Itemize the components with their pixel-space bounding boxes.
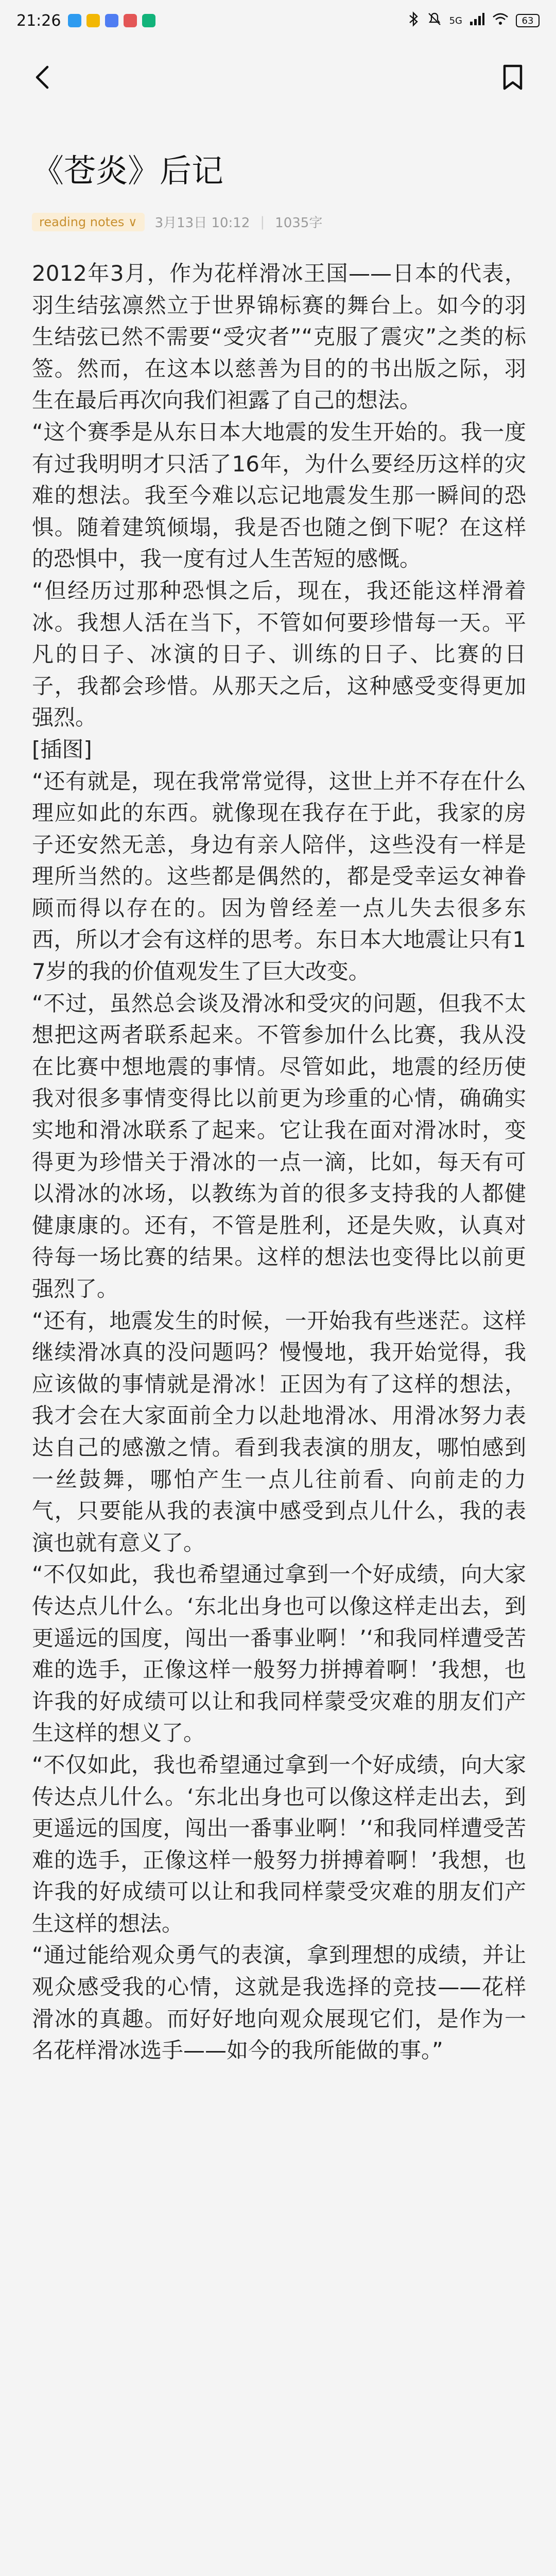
bookmark-button[interactable]: [498, 63, 527, 92]
paragraph: “不仅如此，我也希望通过拿到一个好成绩，向大家传达点儿什么。‘东北出身也可以像这样走出去，到更遥远的国度，闯出一番事业啊！’‘和我同样遭受苦难的选手，正像这样一般努力拼搏着啊！’我想，也许我的好成绩可以让和我同样蒙受灾难的朋友们产生这样的想法。: [32, 1752, 526, 1936]
app-notification-icon: [142, 14, 155, 27]
word-count: 1035字: [275, 215, 323, 231]
cell-signal-icon: [470, 12, 485, 29]
status-bar: [0, 0, 556, 41]
status-left: [16, 12, 155, 30]
meta-divider: |: [260, 214, 265, 230]
signal-text: 5G: [449, 15, 462, 26]
app-notification-icon: [124, 14, 137, 27]
status-right: [408, 11, 540, 30]
paragraph: “这个赛季是从东日本大地震的发生开始的。我一度有过我明明才只活了16年，为什么要经历这样的灾难的想法。我至今难以忘记地震发生那一瞬间的恐惧。随着建筑倾塌，我是否也随之倒下呢？在这样的恐惧中，我一度有过人生苦短的感慨。: [32, 419, 526, 572]
notebook-selector[interactable]: reading notes ∨: [32, 213, 145, 231]
article-content: [32, 258, 526, 2066]
back-button[interactable]: [29, 63, 58, 92]
paragraph: “还有，地震发生的时候，一开始我有些迷茫。这样继续滑冰真的没问题吗？慢慢地，我开始觉得，我应该做的事情就是滑冰！正因为有了这样的想法，我才会在大家面前全力以赴地滑冰、用滑冰努力表达自己的感激之情。看到我表演的朋友，哪怕感到一丝鼓舞，哪怕产生一点儿往前看、向前走的力气，只要能从我的表演中感受到点儿什么，我的表演也就有意义了。: [32, 1308, 526, 1555]
paragraph: “通过能给观众勇气的表演，拿到理想的成绩，并让观众感受我的心情，这就是我选择的竞技——花样滑冰的真趣。而好好地向观众展现它们，是作为一名花样滑冰选手——如今的我所能做的事。”: [32, 1942, 526, 2063]
notification-icons: [68, 14, 155, 27]
app-notification-icon: [86, 14, 100, 27]
status-time: 21:26: [16, 11, 61, 30]
bookmark-icon: [498, 63, 527, 92]
image-placeholder: [插图]: [32, 736, 92, 762]
chevron-left-icon: [29, 63, 58, 92]
paragraph: 2012年3月，作为花样滑冰王国——日本的代表，羽生结弦凛然立于世界锦标赛的舞台上。如今的羽生结弦已然不需要“受灾者”“克服了震灾”之类的标签。然而，在这本以慈善为目的的书出版之际，羽生在最后再次向我们袒露了自己的想法。: [32, 261, 526, 413]
nav-bar: [0, 52, 556, 103]
mute-icon: [427, 11, 442, 30]
article-date: 3月13日 10:12: [154, 215, 250, 231]
app-notification-icon: [105, 14, 118, 27]
battery-icon: 63: [516, 14, 540, 27]
app-notification-icon: [68, 14, 81, 27]
paragraph: “不过，虽然总会谈及滑冰和受灾的问题，但我不太想把这两者联系起来。不管参加什么比赛，我从没在比赛中想地震的事情。尽管如此，地震的经历使我对很多事情变得比以前更为珍重的心情，确确实实地和滑冰联系了起来。它让我在面对滑冰时，变得更为珍惜关于滑冰的一点一滴，比如，每天有可以滑冰的冰场，以教练为首的很多支持我的人都健健康康的。还有，不管是胜利，还是失败，认真对待每一场比赛的结果。这样的想法也变得比以前更强烈了。: [32, 990, 526, 1301]
paragraph: “但经历过那种恐惧之后，现在，我还能这样滑着冰。我想人活在当下，不管如何要珍惜每一天。平凡的日子、冰演的日子、训练的日子、比赛的日子，我都会珍惜。从那天之后，这种感受变得更加强烈。: [32, 578, 526, 731]
paragraph: “还有就是，现在我常常觉得，这世上并不存在什么理应如此的东西。就像现在我存在于此，我家的房子还安然无恙，身边有亲人陪伴，这些没有一样是理所当然的。这些都是偶然的，都是受幸运女神眷顾而得以存在的。因为曾经差一点儿失去很多东西，所以才会有这样的思考。东日本大地震让只有17岁的我的价值观发生了巨大改变。: [32, 768, 526, 985]
wifi-icon: [492, 12, 509, 29]
page-title: 《苍炎》后记: [32, 152, 224, 190]
bluetooth-icon: [408, 11, 420, 30]
paragraph: “不仅如此，我也希望通过拿到一个好成绩，向大家传达点儿什么。‘东北出身也可以像这样走出去，到更遥远的国度，闯出一番事业啊！’‘和我同样遭受苦难的选手，正像这样一般努力拼搏着啊！’我想，也许我的好成绩可以让和我同样蒙受灾难的朋友们产生这样的想义了。: [32, 1562, 526, 1746]
article-meta: [32, 212, 322, 231]
